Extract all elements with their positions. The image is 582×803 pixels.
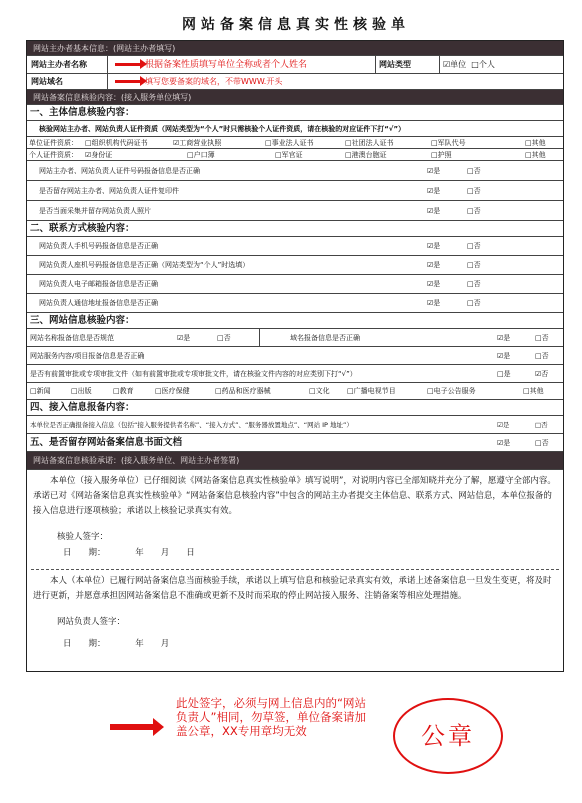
divider bbox=[31, 569, 559, 570]
approval-category-row bbox=[27, 383, 563, 400]
category-checkbox[interactable]: □教育 bbox=[113, 387, 134, 395]
yes-checkbox[interactable]: ☑是 bbox=[427, 242, 441, 250]
signature-instruction-note: 此处签字，必须与网上信息内的“网站负责人”相同，勿草签，单位备案请加盖公章，XX专用章均无效 bbox=[176, 696, 366, 738]
section-3-title: 三、网站信息核验内容： bbox=[27, 313, 563, 329]
person-cert-opt[interactable]: □港澳台胞证 bbox=[345, 151, 387, 159]
unit-cert-label: 单位证件资质： bbox=[29, 139, 78, 147]
site-type-unit-checkbox[interactable]: ☑单位 bbox=[443, 60, 467, 69]
approval-row bbox=[27, 365, 563, 383]
category-checkbox[interactable]: □文化 bbox=[309, 387, 330, 395]
unit-cert-opt[interactable]: □组织机构代码证书 bbox=[85, 139, 148, 147]
no-checkbox[interactable]: □否 bbox=[535, 421, 548, 429]
check-label: 域名报备信息是否正确 bbox=[290, 334, 360, 342]
category-checkbox[interactable]: □其他 bbox=[523, 387, 544, 395]
section-2-title: 二、联系方式核验内容： bbox=[27, 221, 563, 237]
yes-checkbox[interactable]: ☑是 bbox=[427, 167, 441, 175]
category-checkbox[interactable]: □电子公告服务 bbox=[427, 387, 476, 395]
section-5-title: 五、是否留存网站备案信息书面文档 bbox=[30, 437, 183, 448]
unit-cert-opt[interactable]: ☑工商营业执照 bbox=[173, 139, 222, 147]
owner-date-label: 日 期： 年 月 bbox=[63, 639, 170, 649]
service-content-row bbox=[27, 347, 563, 365]
no-checkbox[interactable]: □否 bbox=[467, 261, 481, 269]
site-type-options[interactable] bbox=[439, 56, 563, 73]
yes-checkbox[interactable]: ☑是 bbox=[427, 280, 441, 288]
verifier-signature-label: 核验人签字： bbox=[57, 532, 109, 542]
no-checkbox[interactable]: □否 bbox=[467, 187, 481, 195]
check-label: 是否留存网站主办者、网站负责人证件复印件 bbox=[39, 187, 179, 195]
section-5-row bbox=[27, 434, 563, 452]
yes-checkbox[interactable]: ☑是 bbox=[427, 207, 441, 215]
check-label: 网站主办者、网站负责人证件号码报备信息是否正确 bbox=[39, 167, 200, 175]
unit-cert-opt[interactable]: □军队代号 bbox=[431, 139, 466, 147]
person-cert-row bbox=[27, 149, 563, 161]
section-1-title: 一、主体信息核验内容： bbox=[27, 105, 563, 121]
yes-checkbox[interactable]: ☑是 bbox=[497, 439, 511, 447]
no-checkbox[interactable]: □否 bbox=[217, 334, 231, 342]
form-table bbox=[26, 40, 564, 672]
domain-row bbox=[27, 74, 563, 90]
basic-info-header: 网站主办者基本信息：(网站主办者填写) bbox=[27, 41, 563, 56]
check-label: 网站负责人电子邮箱报备信息是否正确 bbox=[39, 280, 158, 288]
check-row bbox=[27, 161, 563, 181]
unit-cert-row bbox=[27, 137, 563, 149]
unit-cert-opt[interactable]: □事业法人证书 bbox=[265, 139, 314, 147]
yes-checkbox[interactable]: ☑是 bbox=[497, 421, 510, 429]
person-cert-opt[interactable]: □护照 bbox=[431, 151, 452, 159]
promise-header: 网站备案信息核验承诺：(接入服务单位、网站主办者签署) bbox=[27, 452, 563, 470]
check-label: 网站负责人手机号码报备信息是否正确 bbox=[39, 242, 158, 250]
owner-name-hint: 根据备案性质填写单位全称或者个人姓名 bbox=[145, 60, 308, 70]
category-checkbox[interactable]: □出版 bbox=[71, 387, 92, 395]
site-type-label: 网站类型 bbox=[375, 56, 439, 73]
verifier-date-label: 日 期： 年 月 日 bbox=[63, 548, 195, 558]
document-page bbox=[26, 10, 566, 795]
yes-checkbox[interactable]: □是 bbox=[497, 370, 511, 378]
check-label: 网站名称报备信息是否规范 bbox=[30, 334, 114, 342]
access-info-row bbox=[27, 416, 563, 434]
arrow-icon bbox=[115, 80, 141, 83]
check-label: 网站服务内容/项目报备信息是否正确 bbox=[30, 352, 145, 360]
owner-name-row bbox=[27, 56, 563, 74]
unit-cert-opt[interactable]: □其他 bbox=[525, 139, 546, 147]
arrow-icon bbox=[110, 724, 154, 730]
category-checkbox[interactable]: □药品和医疗器械 bbox=[215, 387, 271, 395]
domain-hint: 填写您要备案的域名，不带WWW.开头 bbox=[145, 77, 283, 86]
no-checkbox[interactable]: □否 bbox=[467, 167, 481, 175]
check-row bbox=[27, 275, 563, 294]
no-checkbox[interactable]: □否 bbox=[467, 207, 481, 215]
promise-section bbox=[27, 470, 563, 671]
section-1-intro: 核验网站主办者、网站负责人证件资质（网站类型为“个人”时只需核验个人证件资质，请在核验的对应证件下打“√”） bbox=[27, 121, 563, 137]
no-checkbox[interactable]: □否 bbox=[535, 439, 549, 447]
section-4-title: 四、接入信息报备内容： bbox=[27, 400, 563, 416]
check-label: 是否当面采集并留存网站负责人照片 bbox=[39, 207, 151, 215]
yes-checkbox[interactable]: ☑是 bbox=[427, 299, 441, 307]
no-checkbox[interactable]: □否 bbox=[467, 299, 481, 307]
yes-checkbox[interactable]: ☑是 bbox=[497, 352, 511, 360]
no-checkbox[interactable]: □否 bbox=[467, 280, 481, 288]
no-checkbox[interactable]: □否 bbox=[535, 334, 549, 342]
domain-label: 网站域名 bbox=[31, 77, 63, 86]
check-row bbox=[27, 181, 563, 201]
check-label: 网站负责人座机号码报备信息是否正确（网站类型为“个人”时选填） bbox=[39, 261, 250, 269]
yes-checkbox[interactable]: ☑是 bbox=[427, 261, 441, 269]
verify-header: 网站备案信息核验内容：(接入服务单位填写) bbox=[27, 90, 563, 105]
check-row bbox=[27, 237, 563, 256]
person-cert-opt[interactable]: □其他 bbox=[525, 151, 546, 159]
check-row bbox=[27, 294, 563, 313]
yes-checkbox[interactable]: ☑是 bbox=[427, 187, 441, 195]
yes-checkbox[interactable]: ☑是 bbox=[177, 334, 191, 342]
check-label: 本单位是否正确报备接入信息（包括“接入服务提供者名称”、“接入方式”、“服务器放置地点”、“网站 IP 地址”） bbox=[30, 421, 353, 429]
no-checkbox[interactable]: □否 bbox=[467, 242, 481, 250]
owner-name-label: 网站主办者名称 bbox=[31, 60, 87, 69]
check-label: 是否有前置审批或专项审批文件（如有前置审批或专项审批文件，请在核验文件内容的对应类别下打“√”） bbox=[30, 370, 357, 378]
person-cert-opt[interactable]: ☑身份证 bbox=[85, 151, 113, 159]
domain-field[interactable] bbox=[107, 74, 563, 89]
document-title: 网站备案信息真实性核验单 bbox=[182, 17, 410, 33]
owner-name-field[interactable] bbox=[107, 56, 375, 73]
promise-paragraph-2: 本人（本单位）已履行网站备案信息当面核验手续，承诺以上填写信息和核验记录真实有效，承诺上述备案信息一旦发生变更，将及时进行更新，并愿意承担因网站备案信息不准确或更新不及时而采取的停止网站接入服务、注销备案等相应处理措施。 bbox=[33, 576, 552, 601]
category-checkbox[interactable]: □医疗保健 bbox=[155, 387, 190, 395]
promise-paragraph-1: 本单位（接入服务单位）已仔细阅读《网站备案信息真实性核验单》填写说明”，对说明内容已全部知晓并充分了解，愿遵守全部内容。承诺已对《网站备案信息真实性核验单》“网站备案信息核验内容”中包含的网站主办者提交主体信息、联系方式、网站信息，本单位报备的接入信息进行逐项核验；承诺以上核验记录真实有效。 bbox=[33, 476, 556, 516]
yes-checkbox[interactable]: ☑是 bbox=[497, 334, 511, 342]
check-row bbox=[27, 256, 563, 275]
person-cert-opt[interactable]: □户口簿 bbox=[187, 151, 215, 159]
official-seal-stamp: 公章 bbox=[393, 698, 503, 774]
category-checkbox[interactable]: □新闻 bbox=[30, 387, 51, 395]
owner-signature-label[interactable]: 网站负责人签字： bbox=[57, 617, 126, 627]
no-checkbox[interactable]: ☑否 bbox=[535, 370, 549, 378]
site-type-person-checkbox[interactable]: □个人 bbox=[471, 60, 495, 69]
category-checkbox[interactable]: □广播电视节目 bbox=[347, 387, 396, 395]
domain-check-cell bbox=[259, 329, 563, 346]
unit-cert-opt[interactable]: □社团法人证书 bbox=[345, 139, 394, 147]
person-cert-opt[interactable]: □军官证 bbox=[275, 151, 303, 159]
arrow-icon bbox=[115, 63, 141, 66]
no-checkbox[interactable]: □否 bbox=[535, 352, 549, 360]
site-name-row bbox=[27, 329, 563, 347]
check-row bbox=[27, 201, 563, 221]
person-cert-label: 个人证件资质： bbox=[29, 151, 78, 159]
check-label: 网站负责人通信地址报备信息是否正确 bbox=[39, 299, 158, 307]
